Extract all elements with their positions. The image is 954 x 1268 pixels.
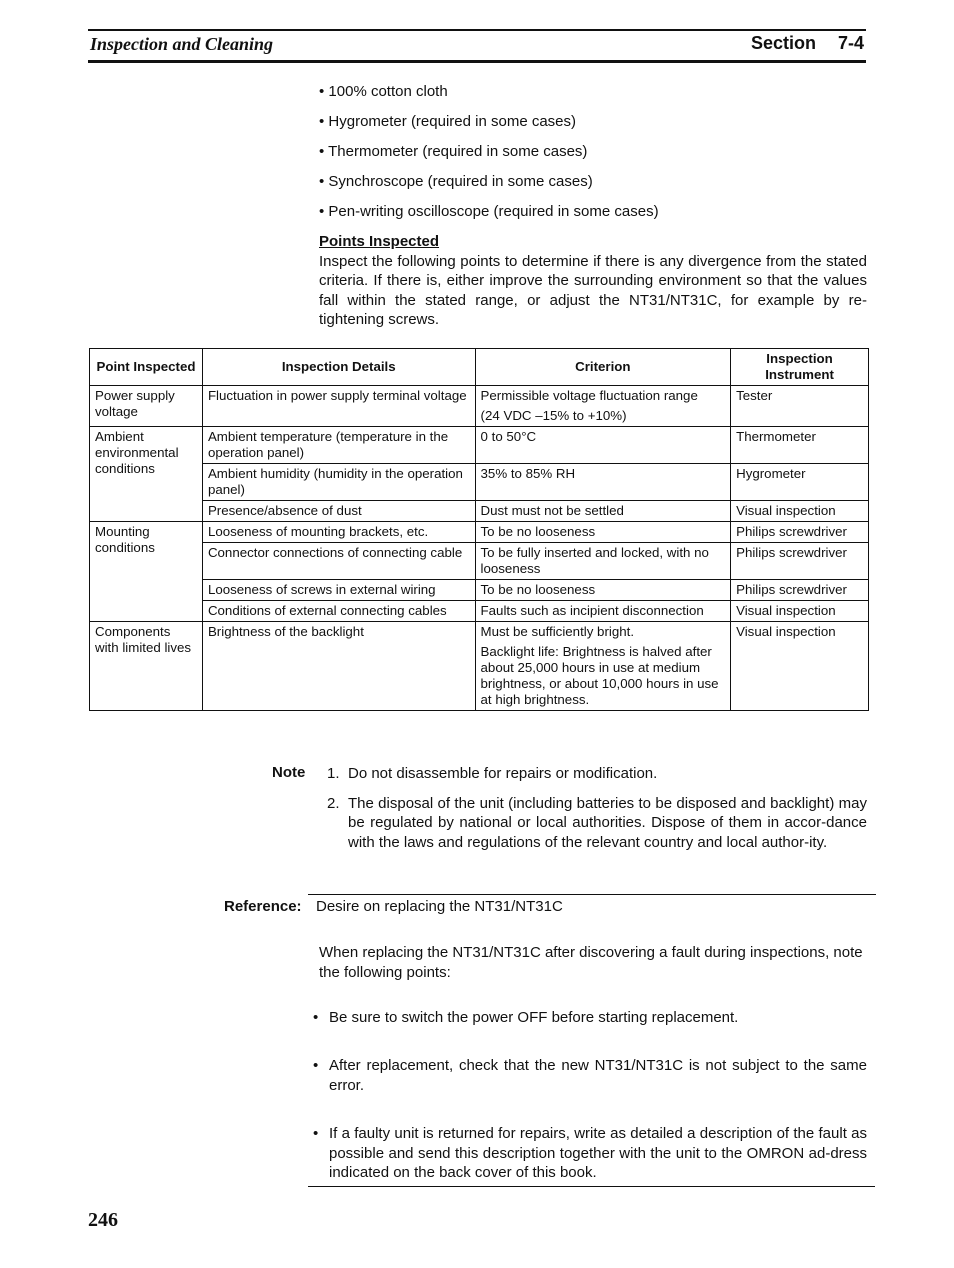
- reference-title: Desire on replacing the NT31/NT31C: [316, 898, 563, 915]
- criterion-cell: Faults such as incipient disconnection: [475, 601, 731, 622]
- table-header-row: [90, 349, 869, 386]
- criterion-line: (24 VDC –15% to +10%): [480, 408, 627, 423]
- note-list: [327, 764, 867, 862]
- table-row: [90, 427, 869, 464]
- points-inspected-text: Inspect the following points to determine if there is any divergence from the stated criteria. If there is, either improve the surrounding environment so that the values fall within the stated range, or adjust the NT31/NT31C, for example by re-tightening screws.: [319, 252, 867, 328]
- list-item: • Pen-writing oscilloscope (required in some cases): [319, 203, 659, 220]
- instrument-cell: Philips screwdriver: [731, 522, 869, 543]
- criterion-cell: To be fully inserted and locked, with no looseness: [475, 543, 731, 580]
- note-text: Do not disassemble for repairs or modification.: [348, 765, 658, 782]
- reference-label: Reference:: [224, 898, 302, 915]
- bullet-dot: •: [313, 1057, 319, 1074]
- table-row: [90, 580, 869, 601]
- details-cell: Presence/absence of dust: [202, 501, 475, 522]
- header-section-number: 7-4: [837, 33, 864, 53]
- note-text: The disposal of the unit (including batteries to be disposed and backlight) may be regulated by national or local authorities. Dispose of them in accor-dance with the laws and regulations of the relevant country and local author-ity.: [348, 794, 867, 851]
- criterion-line: Backlight life: Brightness is halved after about 25,000 hours in use at medium brightness, or about 10,000 hours in use at high brightness.: [480, 644, 719, 707]
- point-cell: Components with limited lives: [90, 622, 203, 711]
- inspection-table: [89, 348, 869, 711]
- list-item: • Hygrometer (required in some cases): [319, 113, 577, 130]
- criterion-cell: Dust must not be settled: [475, 501, 731, 522]
- points-inspected-title: Points Inspected: [319, 233, 440, 250]
- criterion-cell: 35% to 85% RH: [475, 464, 731, 501]
- instrument-cell: Philips screwdriver: [731, 543, 869, 580]
- list-item: • Synchroscope (required in some cases): [319, 173, 593, 190]
- table-row: [90, 622, 869, 711]
- reference-bottom-rule: [308, 1186, 875, 1187]
- table-row: [90, 386, 869, 427]
- tools-list: [319, 82, 867, 232]
- header-section: [751, 33, 864, 54]
- details-cell: Conditions of external connecting cables: [202, 601, 475, 622]
- page-header: [88, 29, 866, 63]
- column-header: Inspection Details: [202, 349, 475, 386]
- column-header: Criterion: [475, 349, 731, 386]
- reference-top-rule: [308, 894, 876, 895]
- instrument-cell: Thermometer: [731, 427, 869, 464]
- reference-bullet: [313, 1008, 867, 1028]
- table-row: [90, 501, 869, 522]
- table-row: [90, 522, 869, 543]
- table-row: [90, 464, 869, 501]
- note-number: 1.: [327, 765, 340, 782]
- point-cell: Mounting conditions: [90, 522, 203, 622]
- note-item: [327, 764, 867, 784]
- point-cell: Power supply voltage: [90, 386, 203, 427]
- criterion-line: Must be sufficiently bright.: [480, 624, 635, 639]
- details-cell: Ambient humidity (humidity in the operation panel): [202, 464, 475, 501]
- note-label: Note: [272, 764, 306, 781]
- header-section-label: Section: [750, 33, 816, 53]
- column-header: Point Inspected: [90, 349, 203, 386]
- reference-bullet: [313, 1056, 867, 1095]
- list-item: • Thermometer (required in some cases): [319, 143, 588, 160]
- note-number: 2.: [327, 794, 340, 812]
- reference-bullet: [313, 1124, 867, 1183]
- instrument-cell: Hygrometer: [731, 464, 869, 501]
- details-cell: Brightness of the backlight: [202, 622, 475, 711]
- point-cell: Ambient environmental conditions: [90, 427, 203, 522]
- instrument-cell: Visual inspection: [731, 601, 869, 622]
- criterion-line: Permissible voltage fluctuation range: [480, 388, 698, 403]
- column-header: Inspection Instrument: [731, 349, 869, 386]
- list-item: • 100% cotton cloth: [319, 83, 448, 100]
- details-cell: Ambient temperature (temperature in the operation panel): [202, 427, 475, 464]
- criterion-cell: [475, 386, 731, 427]
- details-cell: Looseness of screws in external wiring: [202, 580, 475, 601]
- header-chapter-title: Inspection and Cleaning: [90, 34, 274, 54]
- reference-bullet-text: After replacement, check that the new NT31/NT31C is not subject to the same error.: [329, 1057, 867, 1094]
- criterion-cell: 0 to 50°C: [475, 427, 731, 464]
- criterion-cell: [475, 622, 731, 711]
- reference-bullet-text: Be sure to switch the power OFF before starting replacement.: [329, 1009, 739, 1026]
- instrument-cell: Philips screwdriver: [731, 580, 869, 601]
- reference-intro: When replacing the NT31/NT31C after discovering a fault during inspections, note the following points:: [319, 944, 863, 981]
- criterion-cell: To be no looseness: [475, 580, 731, 601]
- page-number: 246: [88, 1209, 118, 1231]
- bullet-dot: •: [313, 1009, 319, 1026]
- note-item: [327, 794, 867, 853]
- bullet-dot: •: [313, 1125, 319, 1142]
- instrument-cell: Visual inspection: [731, 622, 869, 711]
- instrument-cell: Tester: [731, 386, 869, 427]
- reference-bullet-text: If a faulty unit is returned for repairs, write as detailed a description of the fault as possible and send this description together with the unit to the OMRON ad-dress indicated on the back cover of this book.: [329, 1125, 867, 1181]
- criterion-cell: To be no looseness: [475, 522, 731, 543]
- details-cell: Connector connections of connecting cable: [202, 543, 475, 580]
- details-cell: Fluctuation in power supply terminal voltage: [202, 386, 475, 427]
- table-row: [90, 543, 869, 580]
- table-row: [90, 601, 869, 622]
- details-cell: Looseness of mounting brackets, etc.: [202, 522, 475, 543]
- instrument-cell: Visual inspection: [731, 501, 869, 522]
- points-inspected-section: [319, 232, 867, 330]
